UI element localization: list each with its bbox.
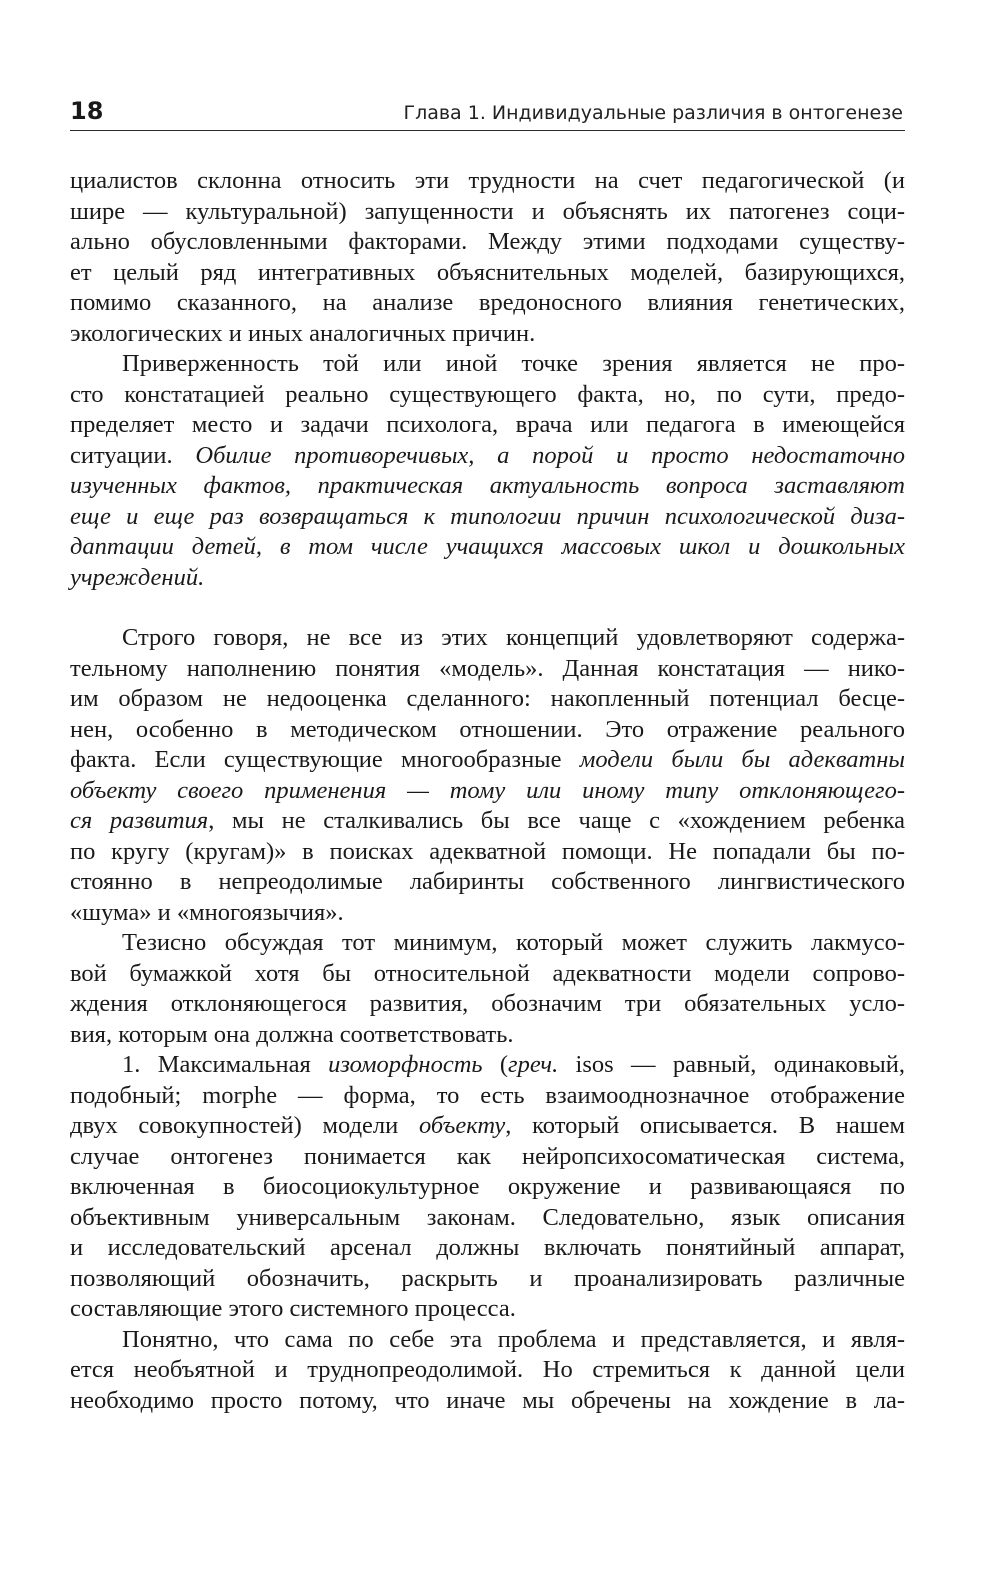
text-run: 1. Максимальная (122, 1051, 329, 1078)
text-line: ется необъятной и труднопреодолимой. Но стремиться к данной цели (70, 1356, 905, 1383)
text-line: объективным универсальным законам. Следовательно, язык описания (70, 1203, 905, 1231)
text-line: включенная в биосоциокультурное окружение и развивающаяся по (70, 1173, 905, 1200)
text-line: помимо сказанного, на анализе вредоносного влияния генетических, (70, 289, 905, 316)
text-line: вой бумажкой хотя бы относительной адекватности модели сопрово- (70, 959, 905, 987)
text-line: Тезисно обсуждая тот минимум, который может служить лакмусо- (122, 929, 905, 956)
text-line: им образом не недооценка сделанного: накопленный потенциал бесце- (70, 685, 905, 712)
text-line: позволяющий обозначить, раскрыть и проанализировать различные (70, 1264, 905, 1292)
page-number: 18 (70, 97, 104, 125)
text-line (70, 1111, 905, 1142)
text-line: ждения отклоняющегося развития, обозначим три обязательных усло- (70, 990, 905, 1017)
text-line: Приверженность той или иной точке зрения является не про- (122, 350, 905, 377)
text-run: ситуации. (70, 441, 196, 469)
text-line: циалистов склонна относить эти трудности на счет педагогической (и (70, 167, 905, 194)
text-line: тельному наполнению понятия «модель». Данная констатация — нико- (70, 654, 905, 682)
text-line: «шума» и «многоязычия». (70, 898, 344, 926)
italic-run: изоморфность (328, 1051, 483, 1078)
text-run: isos — равный, одинаковый, (558, 1051, 905, 1078)
text-line: нен, особенно в методическом отношении. Это отражение реального (70, 715, 905, 743)
text-line (70, 532, 905, 563)
italic-run: ся развития (70, 807, 209, 834)
text-run: ( (482, 1051, 509, 1078)
text-line: вия, которым она должна соответствовать. (70, 1020, 514, 1048)
text-line (70, 806, 905, 837)
body-text (70, 166, 905, 1416)
italic-run: объекту (418, 1112, 506, 1139)
text-line (70, 776, 905, 807)
text-line: пределяет место и задачи психолога, врача или педагога в имеющейся (70, 411, 905, 438)
text-line: по кругу (кругам)» в поисках адекватной помощи. Не попадали бы по- (70, 837, 905, 865)
text-run: , который описывается. В нашем (505, 1112, 905, 1139)
text-line (70, 502, 905, 533)
text-line: составляющие этого системного процесса. (70, 1295, 516, 1322)
running-head: Глава 1. Индивидуальные различия в онтогенезе (403, 102, 903, 124)
italic-run: модели были бы адекватны (579, 746, 905, 773)
text-line: ет целый ряд интегративных объяснительных моделей, базирующихся, (70, 258, 905, 286)
italic-run: изученных фактов, практическая актуальность вопроса заставляют (70, 472, 905, 499)
text-line: экологических и иных аналогичных причин. (70, 319, 536, 347)
text-line: необходимо просто потому, что иначе мы обречены на хождение в ла- (70, 1386, 905, 1414)
text-line (70, 1050, 905, 1081)
text-line: подобный; morphe — форма, то есть взаимооднозначное отображение (70, 1081, 905, 1109)
italic-run: Обилие противоречивых, а порой и просто недостаточно (195, 441, 905, 469)
italic-run: даптации детей, в том числе учащихся массовых школ и дошкольных (70, 533, 905, 560)
text-line: стоянно в непреодолимые лабиринты собственного лингвистического (70, 868, 905, 895)
italic-run: учреждений. (70, 563, 205, 591)
text-run: факта. Если существующие многообразные (70, 746, 580, 773)
italic-run: объекту своего применения — тому или иному типу отклоняющего- (70, 776, 905, 804)
italic-run: греч. (508, 1051, 559, 1078)
text-run: двух совокупностей) модели (70, 1112, 419, 1139)
text-line: Строго говоря, не все из этих концепций удовлетворяют содержа- (122, 624, 905, 651)
text-line: и исследовательский арсенал должны включать понятийный аппарат, (70, 1234, 905, 1261)
page-header (70, 96, 905, 131)
text-line (70, 563, 905, 594)
text-line: случае онтогенез понимается как нейропсихосоматическая система, (70, 1142, 905, 1170)
italic-run: еще и еще раз возвращаться к типологии причин психологической диза- (70, 502, 905, 530)
text-line (70, 745, 905, 776)
text-run: , мы не сталкивались бы все чаще с «хождением ребенка (208, 807, 906, 834)
text-line: шире — культуральной) запущенности и объяснять их патогенез соци- (70, 197, 905, 225)
text-line (70, 471, 905, 502)
text-line: сто констатацией реально существующего факта, но, по сути, предо- (70, 380, 905, 408)
text-line: Понятно, что сама по себе эта проблема и представляется, и явля- (122, 1325, 905, 1353)
text-line (70, 441, 905, 472)
paragraph-gap (70, 593, 905, 623)
text-line: ально обусловленными факторами. Между этими подходами существу- (70, 228, 905, 255)
